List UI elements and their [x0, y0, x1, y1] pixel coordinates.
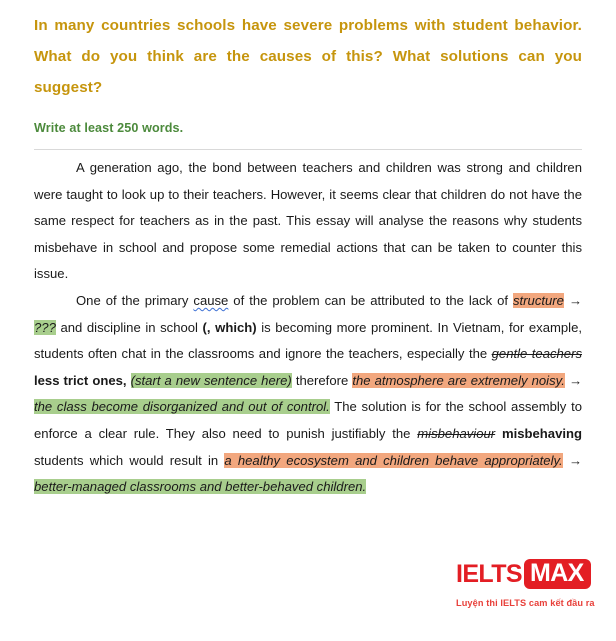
correction-bold: less trict ones,	[34, 372, 127, 388]
error-highlight: structure	[513, 292, 564, 308]
correction-arrow-icon: →	[568, 292, 582, 308]
logo-tagline: Luyện thi IELTS cam kết đầu ra	[456, 598, 595, 608]
essay-body	[34, 155, 582, 501]
word-count-instruction: Write at least 250 words.	[34, 121, 184, 135]
deleted-text: gentle teachers	[491, 346, 582, 362]
ieltsmax-logo	[456, 559, 595, 615]
essay-paragraph-1: A generation ago, the bond between teachers and children was strong and children were taught to look up to their teachers. However, it seems clear that children do not have the same respect for teachers as in the past. This essay will analyse the reasons why students misbehave in school and propose some remedial actions that can be taken to counter this issue.	[34, 160, 582, 282]
grammar-flagged-word: cause	[193, 292, 229, 308]
suggestion-highlight: (start a new sentence here)	[130, 372, 292, 388]
logo-max-text: MAX	[529, 559, 584, 587]
error-highlight: the atmosphere are extremely noisy.	[352, 372, 565, 388]
correction-bold: misbehaving	[501, 425, 582, 441]
suggestion-highlight: the class become disorganized and out of control.	[34, 399, 330, 415]
correction-arrow-icon: →	[568, 372, 583, 388]
logo-wordmark	[456, 559, 582, 589]
essay-paragraph-2: One of the primary cause of the problem can be attributed to the lack of structure → ??? and discipline in school (, which) is becoming more prominent. In Vietnam, for example, students often chat in the classrooms and ignore the teachers, especially the gentle teachers less trict ones, (start a new sentence here) therefore the atmosphere are extremely noisy. → the class become disorganized and out of control. The solution is for the school assembly to enforce a clear rule. They also need to punish justifiably the misbehaviour misbehaving students which would result in a healthy ecosystem and children behave appropriately. → better-managed classrooms and better-behaved children.	[34, 292, 583, 495]
deleted-text: misbehaviour	[417, 425, 496, 441]
logo-max-badge	[524, 559, 591, 589]
correction-bold: (, which)	[202, 319, 257, 335]
correction-arrow-icon: →	[568, 452, 582, 468]
essay-prompt: In many countries schools have severe problems with student behavior. What do you think are the causes of this? What solutions can you suggest?	[34, 17, 582, 96]
error-highlight: a healthy ecosystem and children behave appropriately.	[224, 452, 563, 468]
suggestion-highlight: ???	[34, 319, 56, 335]
divider-rule	[34, 149, 582, 150]
suggestion-highlight: better-managed classrooms and better-behaved children.	[34, 479, 367, 495]
logo-ielts-text: IELTS	[456, 559, 522, 588]
